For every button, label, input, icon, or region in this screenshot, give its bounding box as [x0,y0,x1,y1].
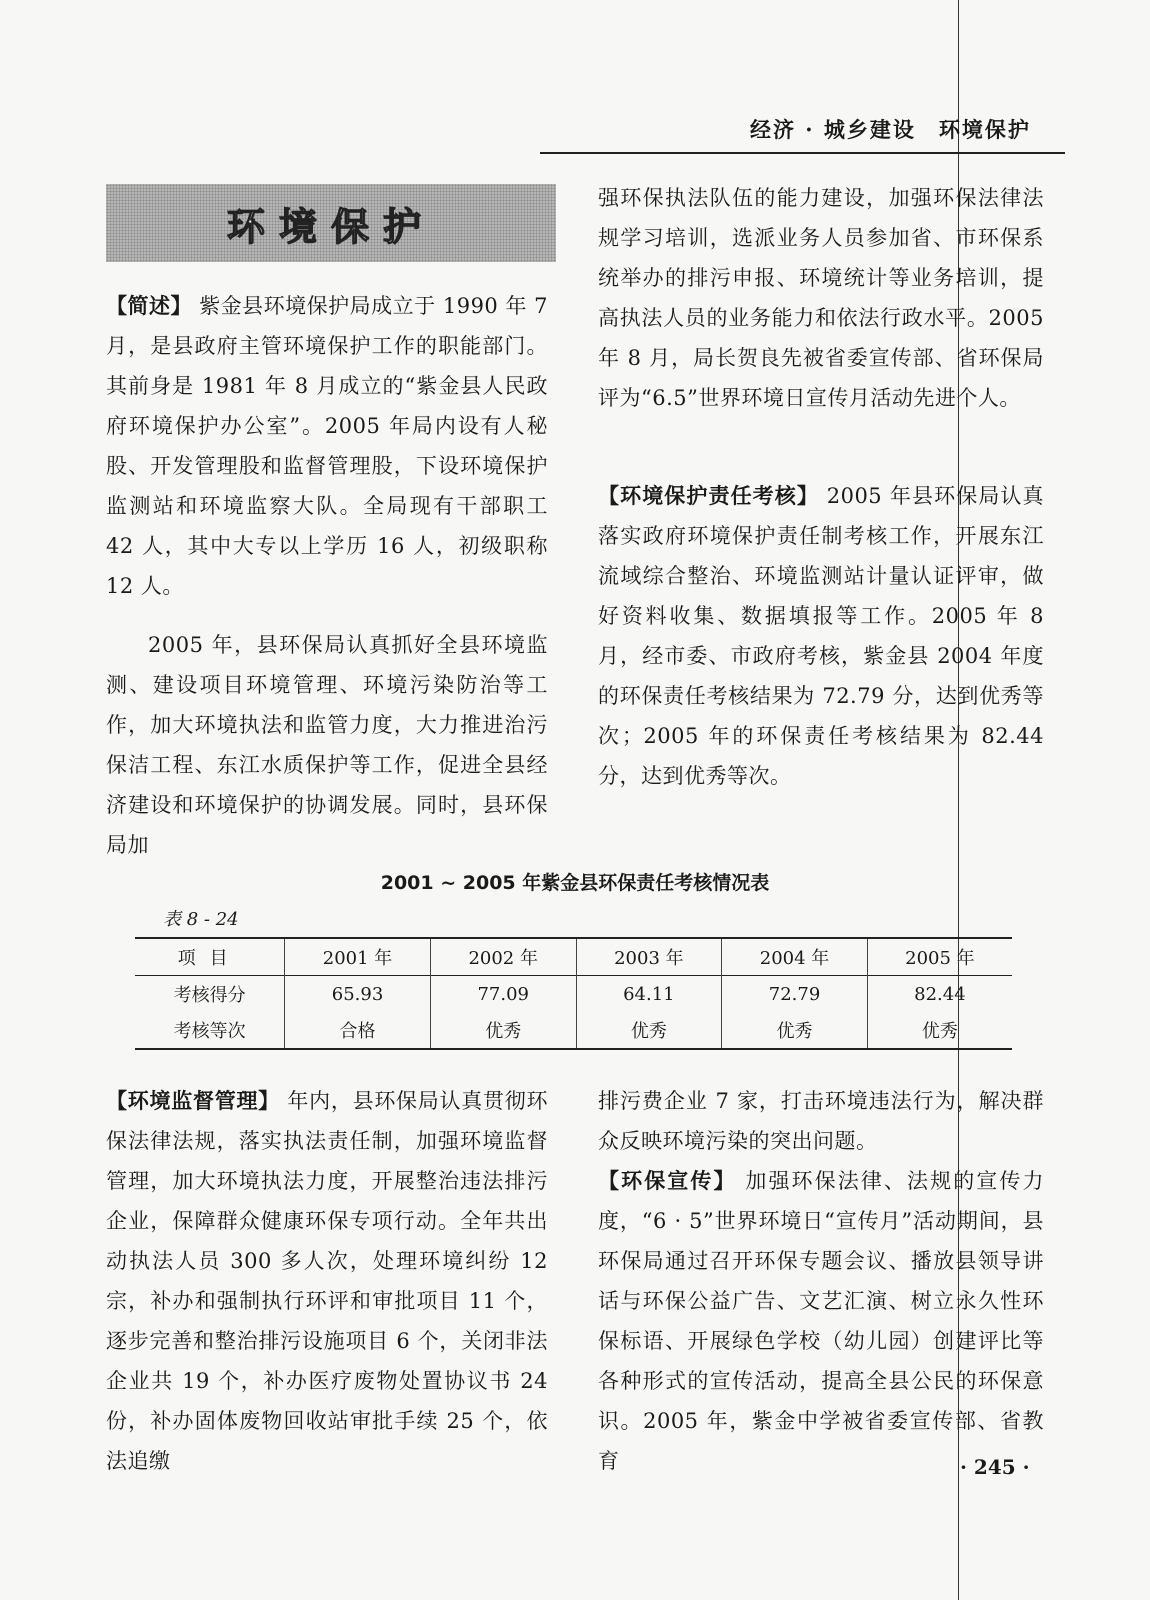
running-head: 经济 · 城乡建设 环境保护 [750,117,1031,142]
responsibility-assessment-paragraph [598,476,1044,796]
publicity-paragraph [598,1161,1044,1481]
table-cell: 优秀 [722,1012,868,1049]
supervision-paragraph [106,1081,548,1481]
responsibility-assessment-tag: 【环境保护责任考核】 [598,484,819,508]
table-cell: 65.93 [285,976,431,1013]
table-title: 2001 ~ 2005 年紫金县环保责任考核情况表 [380,872,770,894]
header-cell: 项目 [177,948,242,969]
header-cell: 2005 年 [867,938,1012,976]
table-cell: 82.44 [867,976,1012,1013]
capacity-building-paragraph: 强环保执法队伍的能力建设，加强环保法律法规学习培训，选派业务人员参加省、市环保系统举办的排污申报、环境统计等业务培训，提高执法人员的业务能力和依法行政水平。2005 年 8 月，局长贺良先被省委宣传部、省环保局评为“6.5”世界环境日宣传月活动先进个人。 [598,186,1044,410]
table-cell: 合格 [285,1012,431,1049]
work-summary-paragraph: 2005 年，县环保局认真抓好全县环境监测、建设项目环境管理、环境污染防治等工作，加大环境执法和监管力度，大力推进治污保洁工程、东江水质保护等工作，促进全县经济建设和环境保护的协调发展。同时，县环保局加 [106,633,548,857]
table-cell: 72.79 [722,976,868,1013]
supervision-continued-paragraph: 排污费企业 7 家，打击环境违法行为，解决群众反映环境污染的突出问题。 [598,1089,1044,1153]
header-cell: 2004 年 [722,938,868,976]
supervision-text: 年内，县环保局认真贯彻环保法律法规，落实执法责任制，加强环境监督管理，加大环境执法力度，开展整治违法排污企业，保障群众健康环保专项行动。全年共出动执法人员 300 多人次，处理环境纠纷 12 宗，补办和强制执行环评和审批项目 11 个，逐步完善和整治排污设施项目 6 个，关闭非法企业共 19 个，补办医疗废物处置协议书 24 份，补办固体废物回收站审批手续 25 个，依法追缴 [106,1089,548,1473]
header-rule [540,152,1065,154]
header-cell: 2003 年 [576,938,722,976]
publicity-tag: 【环保宣传】 [598,1169,737,1193]
table-cell: 64.11 [576,976,722,1013]
section-title: 环境保护 [226,204,435,249]
assessment-table [135,937,1012,1050]
page-number: · 245 · [960,1455,1030,1479]
table-header-row [135,938,1012,976]
table-cell: 优秀 [867,1012,1012,1049]
table-row [135,1012,1012,1049]
row-label-cell: 考核等次 [173,1021,246,1042]
responsibility-assessment-text: 2005 年县环保局认真落实政府环境保护责任制考核工作，开展东江流域综合整治、环境监测站计量认证评审，做好资料收集、数据填报等工作。2005 年 8 月，经市委、市政府考核，紫金县 2004 年度的环保责任考核结果为 72.79 分，达到优秀等次；2005 年的环保责任考核结果为 82.44 分，达到优秀等次。 [598,484,1045,788]
overview-paragraph [106,286,548,606]
table-cell: 77.09 [430,976,576,1013]
section-title-box [106,184,556,262]
overview-tag: 【简述】 [106,294,192,318]
header-cell: 2002 年 [430,938,576,976]
table-cell: 优秀 [430,1012,576,1049]
table-cell: 优秀 [576,1012,722,1049]
row-label-cell: 考核得分 [173,985,246,1006]
supervision-tag: 【环境监督管理】 [106,1089,280,1113]
table-number: 表 8 - 24 [163,909,239,930]
header-cell: 2001 年 [285,938,431,976]
overview-text: 紫金县环境保护局成立于 1990 年 7 月，是县政府主管环境保护工作的职能部门。其前身是 1981 年 8 月成立的“紫金县人民政府环境保护办公室”。2005 年局内设有人秘股、开发管理股和监督管理股，下设环境保护监测站和环境监察大队。全局现有干部职工 42 人，其中大专以上学历 16 人，初级职称 12 人。 [106,294,549,598]
publicity-text: 加强环保法律、法规的宣传力度，“6 · 5”世界环境日“宣传月”活动期间，县环保局通过召开环保专题会议、播放县领导讲话与环保公益广告、文艺汇演、树立永久性环保标语、开展绿色学校（幼儿园）创建评比等各种形式的宣传活动，提高全县公民的环保意识。2005 年，紫金中学被省委宣传部、省教育 [598,1169,1044,1473]
table-row [135,976,1012,1013]
